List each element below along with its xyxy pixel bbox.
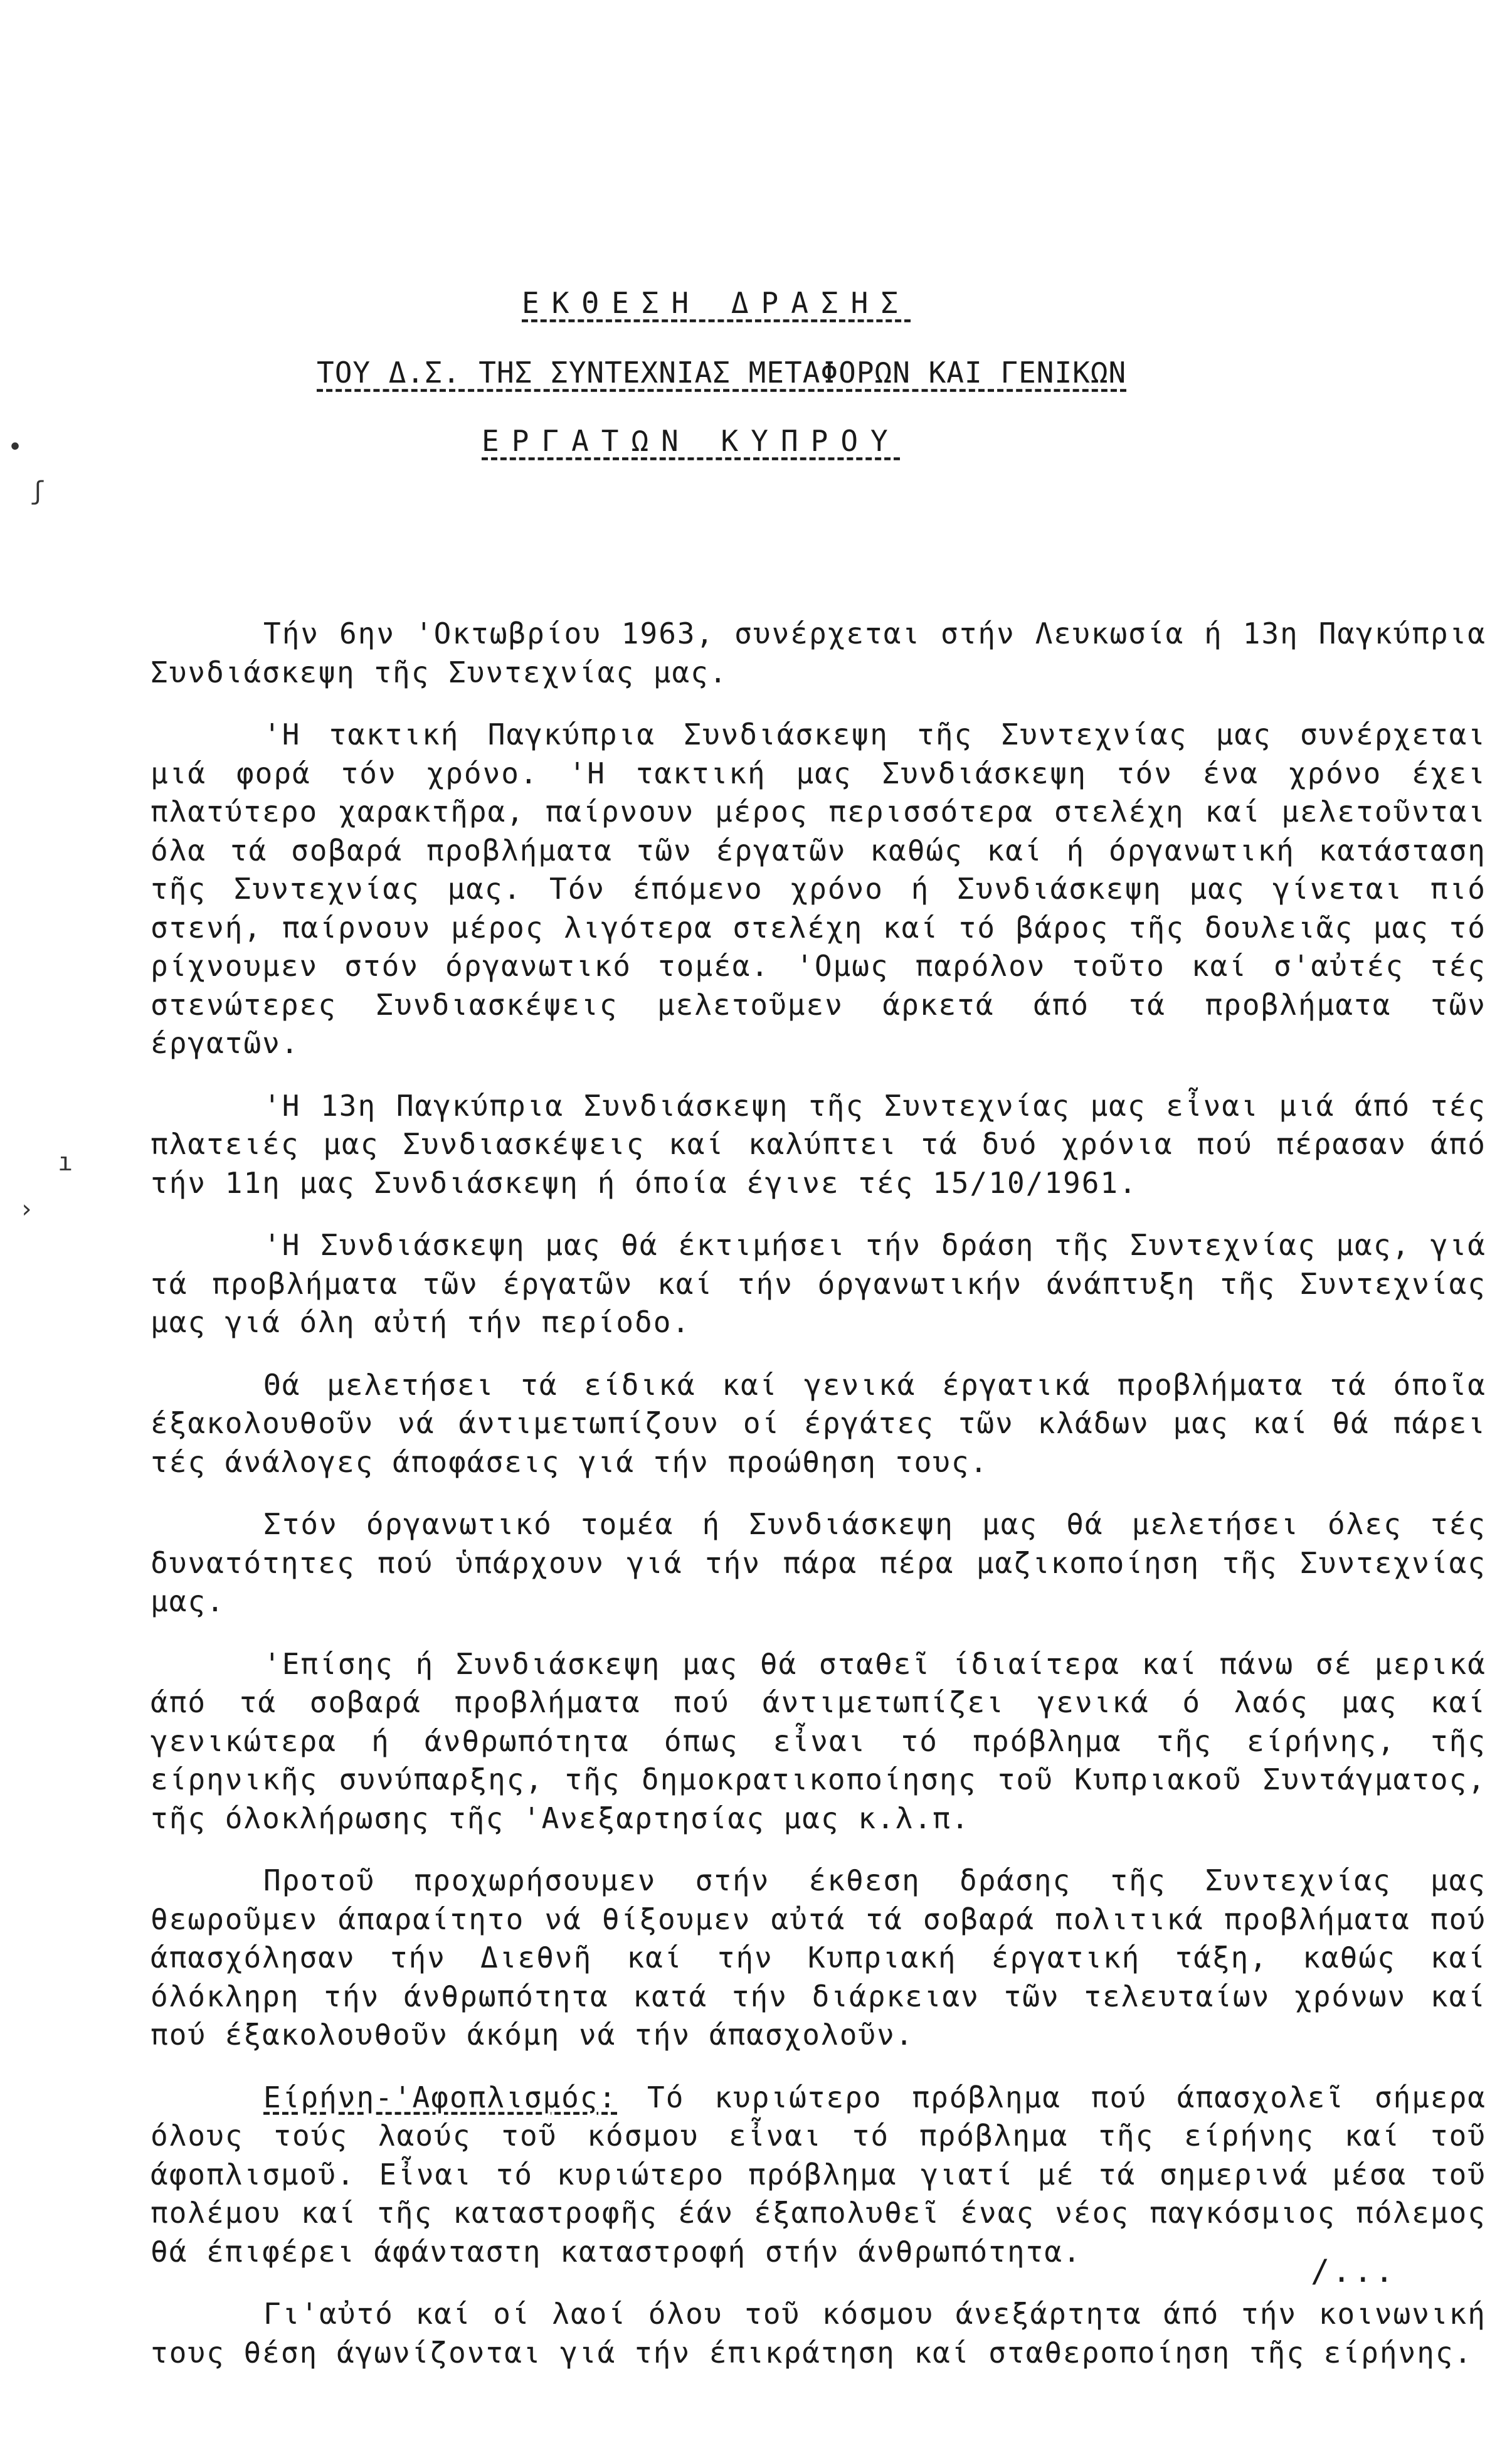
title-line-1: ΕΚΘΕΣΗ ΔΡΑΣΗΣ [522, 286, 911, 320]
continuation-mark: /... [1311, 2253, 1397, 2289]
paragraph: 'Επίσης ή Συνδιάσκεψη μας θά σταθεῖ ίδιαίτερα καί πάνω σέ μερικά άπό τά σοβαρά προβλήματα πού άντιμετωπίζει γενικά ό λαός μας καί γενικώτερα ή άνθρωπότητα όπως εἶναι τό πρόβλημα τῆς είρήνης, τῆς είρηνικῆς συνύπαρξης, τῆς δημοκρατικοποίησης τοῦ Κυπριακοῦ Συντάγματος, τῆς όλοκλήρωσης τῆς 'Ανεξαρτησίας μας κ.λ.π. [151, 1646, 1486, 1835]
paragraph: Γι'αὐτό καί οί λαοί όλου τοῦ κόσμου άνεξάρτητα άπό τήν κοινωνική τους θέση άγωνίζονται γιά τήν έπικράτηση καί σταθεροποίηση τῆς είρήνης. [151, 2297, 1486, 2370]
title-line-3: ΕΡΓΑΤΩΝ ΚΥΠΡΟΥ [482, 424, 901, 458]
title-line-2: ΤΟΥ Δ.Σ. ΤΗΣ ΣΥΝΤΕΧΝΙΑΣ ΜΕΤΑΦΟΡΩΝ ΚΑΙ ΓΕΝΙΚΩΝ [317, 356, 1127, 389]
paragraph: Θά μελετήσει τά είδικά καί γενικά έργατικά προβλήματα τά όποῖα έξακολουθοῦν νά άντιμετωπίζουν οί έργάτες τῶν κλάδων μας καί θά πάρει τές άνάλογες άποφάσεις γιά τήν προώθηση τους. [151, 1367, 1486, 1479]
report-body [151, 615, 1486, 2396]
paragraph: 'Η 13η Παγκύπρια Συνδιάσκεψη τῆς Συντεχνίας μας εἶναι μιά άπό τές πλατειές μας Συνδιασκέψεις καί καλύπτει τά δυό χρόνια πού πέρασαν άπό τήν 11η μας Συνδιάσκεψη ή όποία έγινε τές 15/10/1961. [151, 1088, 1486, 1200]
margin-dot: • [8, 433, 23, 462]
margin-tick: ı [58, 1148, 73, 1177]
paragraph: Στόν όργανωτικό τομέα ή Συνδιάσκεψη μας θά μελετήσει όλες τές δυνατότητες πού ὑπάρχουν γιά τήν πάρα πέρα μαζικοποίηση τῆς Συντεχνίας μας. [151, 1507, 1486, 1618]
paragraph: 'Η τακτική Παγκύπρια Συνδιάσκεψη τῆς Συντεχνίας μας συνέρχεται μιά φορά τόν χρόνο. 'Η τακτική μας Συνδιάσκεψη τόν ένα χρόνο έχει πλατύτερο χαρακτῆρα, παίρνουν μέρος περισσότερα στελέχη καί μελετοῦνται όλα τά σοβαρά προβλήματα τῶν έργατῶν καθώς καί ή όργανωτική κατάσταση τῆς Συντεχνίας μας. Τόν έπόμενο χρόνο ή Συνδιάσκεψη μας γίνεται πιό στενή, παίρνουν μέρος λιγότερα στελέχη καί τό βάρος τῆς δουλειᾶς μας τό ρίχνουμεν στόν όργανωτικό τομέα. 'Ομως παρόλον τοῦτο καί σ'αὐτές τές στενώτερες Συνδιασκέψεις μελετοῦμεν άρκετά άπό τά προβλήματα τῶν έργατῶν. [151, 718, 1486, 1060]
paragraph: 'Η Συνδιάσκεψη μας θά έκτιμήσει τήν δράση τῆς Συντεχνίας μας, γιά τά προβλήματα τῶν έργατῶν καί τήν όργανωτικήν άνάπτυξη τῆς Συντεχνίας μας γιά όλη αὐτή τήν περίοδο. [151, 1228, 1486, 1339]
section-text: Τό κυριώτερο πρόβλημα πού άπασχολεῖ σήμερα όλους τούς λαούς τοῦ κόσμου εἶναι τό πρόβλημα τῆς είρήνης καί τοῦ άφοπλισμοῦ. Εἶναι τό κυριώτερο πρόβλημα γιατί μέ τά σημερινά μέσα τοῦ πολέμου καί τῆς καταστροφῆς έάν έξαπολυθεῖ ένας νέος παγκόσμιος πόλεμος θά έπιφέρει άφάνταστη καταστροφή στήν άνθρωπότητα. [151, 2080, 1486, 2269]
paragraph: Τήν 6ην 'Οκτωβρίου 1963, συνέρχεται στήν Λευκωσία ή 13η Παγκύπρια Συνδιάσκεψη τῆς Συντεχνίας μας. [151, 617, 1486, 689]
section-paragraph [151, 2079, 1486, 2272]
margin-mark: ʃ [30, 477, 46, 506]
margin-arrow: › [19, 1195, 34, 1224]
section-heading: Είρήνη-'Αφοπλισμός: [263, 2080, 618, 2114]
paragraph: Προτοῦ προχωρήσουμεν στήν έκθεση δράσης τῆς Συντεχνίας μας θεωροῦμεν άπαραίτητο νά θίξουμεν αὐτά τά σοβαρά πολιτικά προβλήματα πού άπασχόλησαν τήν Διεθνῆ καί τήν Κυπριακή έργατική τάξη, καθώς καί όλόκληρη τήν άνθρωπότητα κατά τήν διάρκειαν τῶν τελευταίων χρόνων καί πού έξακολουθοῦν άκόμη νά τήν άπασχολοῦν. [151, 1863, 1486, 2052]
